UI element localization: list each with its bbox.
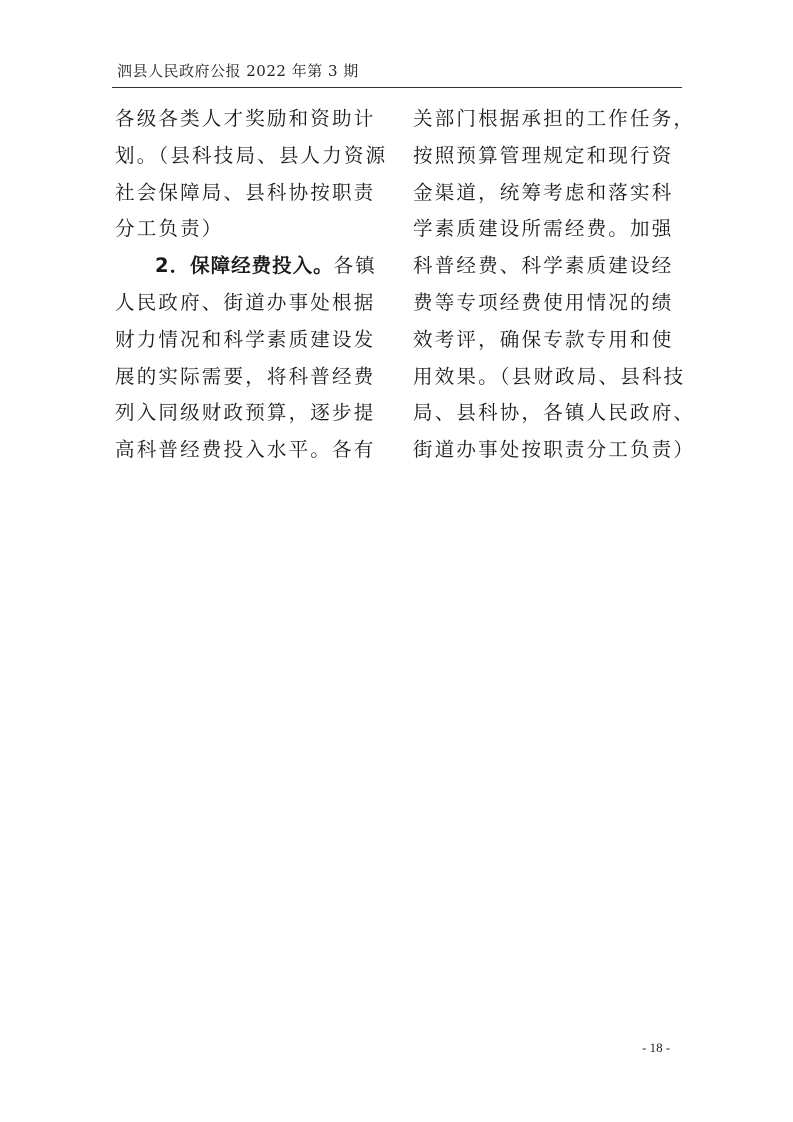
text-line: 按照预算管理规定和现行资	[413, 143, 674, 167]
text-line: 学素质建设所需经费。加强	[413, 217, 674, 241]
section-heading: 2．保障经费投入。	[155, 254, 334, 278]
left-column	[115, 101, 387, 469]
text-line: 用效果。（县财政局、县科技	[413, 364, 686, 388]
text-line: 财力情况和科学素质建设发	[115, 327, 376, 351]
text-line: 高科普经费投入水平。各有	[115, 438, 376, 462]
page-header-title: 泗县人民政府公报 2022 年第 3 期	[117, 62, 359, 80]
text-line: 街道办事处按职责分工负责）	[413, 438, 696, 462]
text-line: 社会保障局、县科协按职责	[115, 180, 376, 204]
text-line: 分工负责）	[115, 217, 224, 241]
text-line: 列入同级财政预算，逐步提	[115, 401, 376, 425]
text-line: 人民政府、街道办事处根据	[115, 290, 376, 314]
page-number: - 18 -	[642, 1040, 671, 1055]
header-divider	[112, 87, 682, 88]
text-line: 效考评，确保专款专用和使	[413, 327, 674, 351]
text-line: 费等专项经费使用情况的绩	[413, 290, 674, 314]
text-line: 各级各类人才奖励和资助计	[115, 107, 376, 130]
text-line: 金渠道，统筹考虑和落实科	[413, 180, 674, 204]
text-line: 展的实际需要，将科普经费	[115, 364, 376, 388]
text-line: 关部门根据承担的工作任务，	[413, 107, 696, 130]
text-span: 各镇	[333, 254, 377, 278]
text-line: 局、县科协，各镇人民政府、	[413, 401, 696, 425]
text-line: 划。（县科技局、县人力资源	[115, 143, 388, 167]
right-column	[413, 101, 696, 469]
section-heading-line	[115, 248, 387, 285]
text-line: 科普经费、科学素质建设经	[413, 254, 674, 278]
